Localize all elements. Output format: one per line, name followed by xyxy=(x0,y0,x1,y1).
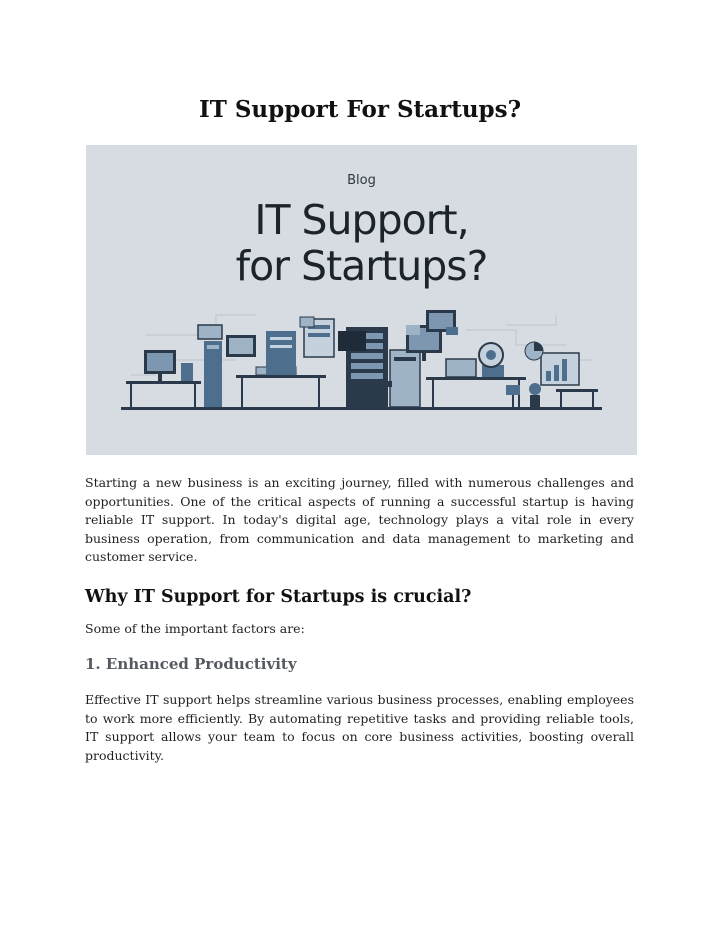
office-equipment-illustration xyxy=(86,145,637,455)
hero-image xyxy=(86,145,637,455)
page-title: IT Support For Startups? xyxy=(198,96,522,123)
hero-title xyxy=(86,197,637,289)
subsection-heading: 1. Enhanced Productivity xyxy=(85,655,297,673)
productivity-paragraph: Effective IT support helps streamline various business processes, enabling employees to work more efficiently. By automating repetitive tasks and providing reliable tools, IT support allows your team to focus on core business activities, boosting overall productivity. xyxy=(85,692,634,763)
intro-paragraph: Starting a new business is an exciting journey, filled with numerous challenges and opportunities. One of the critical aspects of running a successful startup is having reliable IT support. In today's digital age, technology plays a vital role in every business operation, from communication and data management to marketing and customer service. xyxy=(85,475,634,564)
hero-kicker: Blog xyxy=(347,173,376,188)
hero-title-line-2: for Startups? xyxy=(235,242,488,290)
hero-title-line-1: IT Support, xyxy=(254,196,469,244)
section-heading: Why IT Support for Startups is crucial? xyxy=(85,587,472,607)
section-intro: Some of the important factors are: xyxy=(85,621,305,636)
